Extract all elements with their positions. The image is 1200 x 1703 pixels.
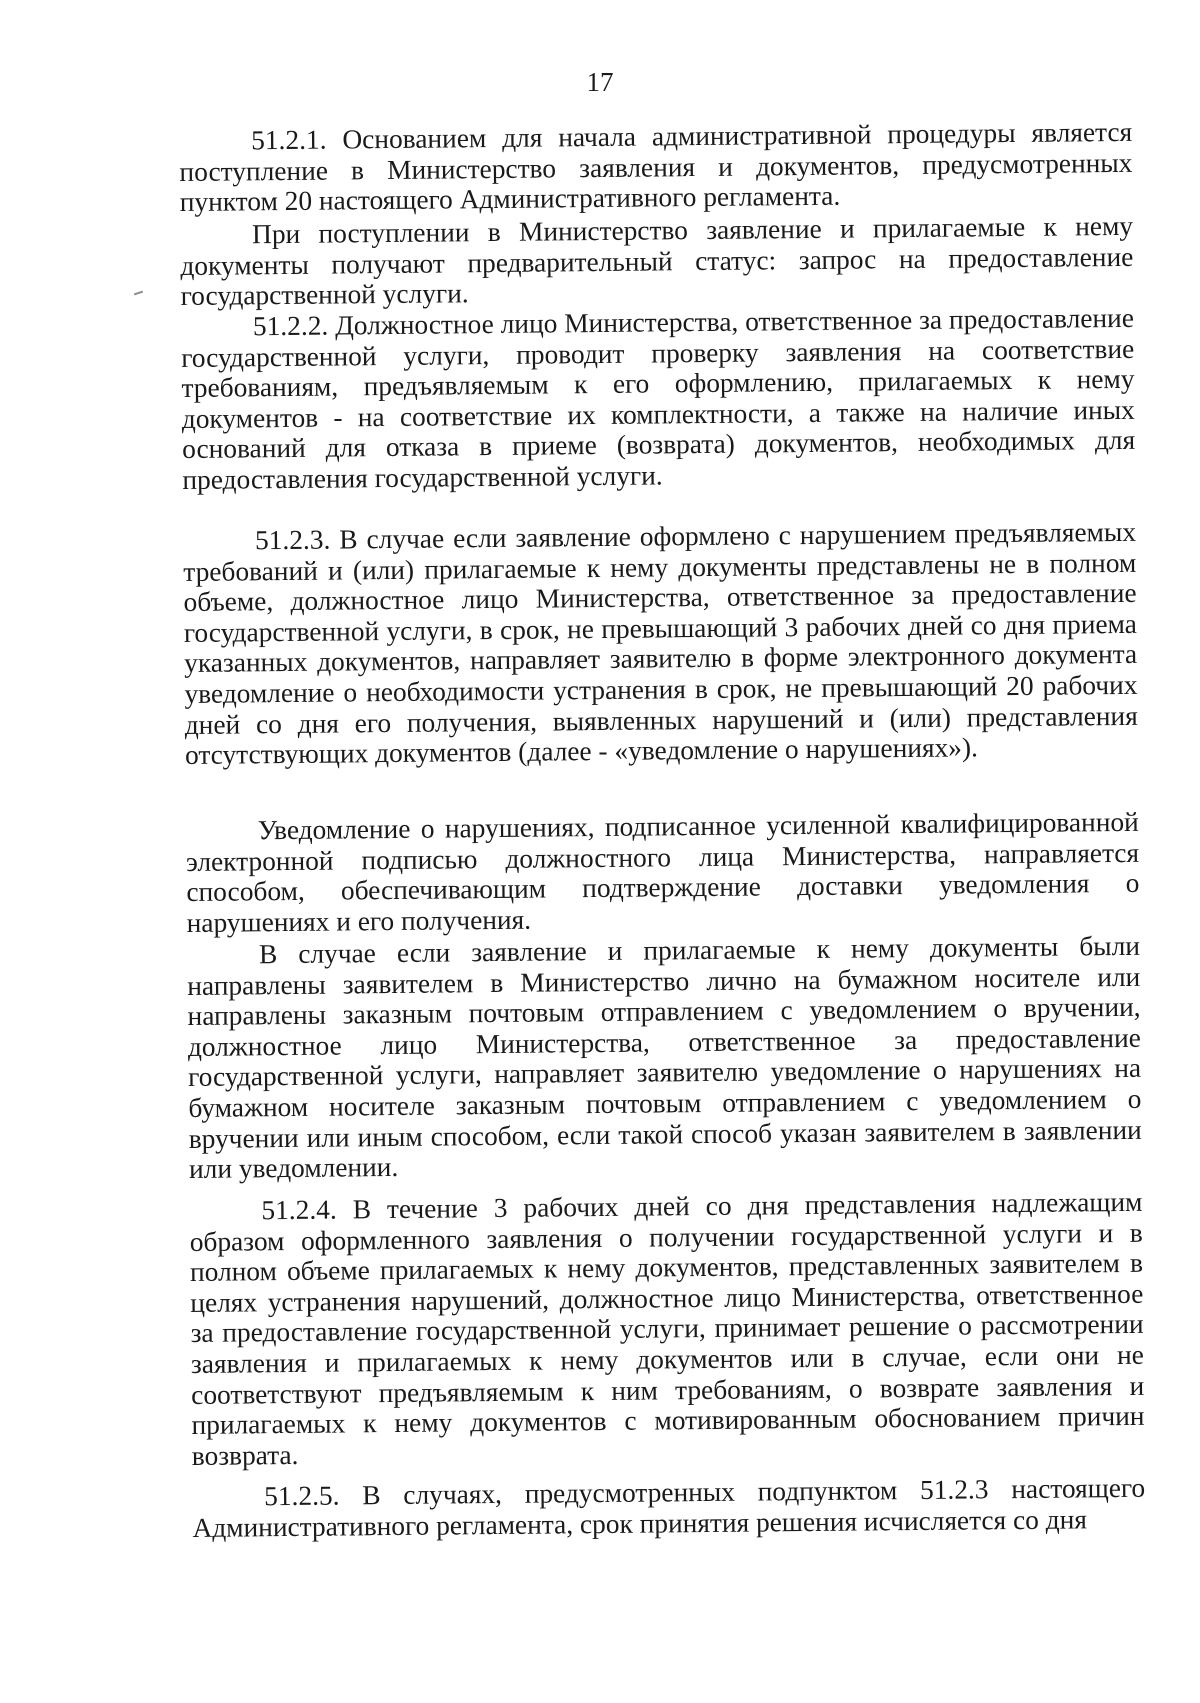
paragraph-51-2-2: 51.2.2. Должностное лицо Министерства, ответственное за предоставление государственной услуги, проводит проверку заявления на соответствие требованиям, предъявляемым к его оформлению, прилагаемых к нему документов - на соответствие их комплектности, а также на наличие иных оснований для отказа в приеме (возврата) документов, необходимых для предоставления государственной услуги. [181, 302, 1136, 495]
paragraph-51-2-1: 51.2.1. Основанием для начала административной процедуры является поступление в Министерство заявления и документов, предусмотренных пунктом 20 настоящего Административного регламента. [179, 116, 1133, 218]
paragraph-preliminary-status: При поступлении в Министерство заявление и прилагаемые к нему документы получают предварительный статус: запрос на предоставление государственной услуги. [180, 210, 1134, 312]
paragraph-51-2-5: 51.2.5. В случаях, предусмотренных подпунктом 51.2.3 настоящего Административного регламента, срок принятия решения исчисляется со дня [192, 1472, 1146, 1543]
paragraph-51-2-4: 51.2.4. В течение 3 рабочих дней со дня представления надлежащим образом оформленного заявления о получении государственной услуги и в полном объеме прилагаемых к нему документов, представленных заявителем в целях устранения нарушений, должностное лицо Министерства, ответственное за предоставление государственной услуги, принимает решение о рассмотрении заявления и прилагаемых к нему документов или в случае, если они не соответствуют предъявляемым к ним требованиям, о возврате заявления и прилагаемых к нему документов с мотивированным обоснованием причин возврата. [189, 1186, 1145, 1471]
page-number: 17 [586, 67, 614, 97]
paragraph-51-2-3: 51.2.3. В случае если заявление оформлено с нарушением предъявляемых требований и (или) прилагаемые к нему документы представлены не в полном объеме, должностное лицо Министерства, ответственное за предоставление государственной услуги, в срок, не превышающий 3 рабочих дней со дня приема указанных документов, направляет заявителю в форме электронного документа уведомление о необходимости устранения в срок, не превышающий 20 рабочих дней со дня его получения, выявленных нарушений и (или) представления отсутствующих документов (далее - «уведомление о нарушениях»). [183, 516, 1138, 771]
paragraph-violation-notice: Уведомление о нарушениях, подписанное усиленной квалифицированной электронной подписью должностного лица Министерства, направляется способом, обеспечивающим подтверждение доставки уведомления о нарушениях и его получения. [185, 806, 1140, 938]
paragraph-paper-submission: В случае если заявление и прилагаемые к нему документы были направлены заявителем в Министерство лично на бумажном носителе или направлены заказным почтовым отправлением с уведомлением о вручении, должностное лицо Министерства, ответственное за предоставление государственной услуги, направляет заявителю уведомление о нарушениях на бумажном носителе заказным почтовым отправлением с уведомлением о вручении или иным способом, если такой способ указан заявителем в заявлении или уведомлении. [187, 930, 1142, 1185]
